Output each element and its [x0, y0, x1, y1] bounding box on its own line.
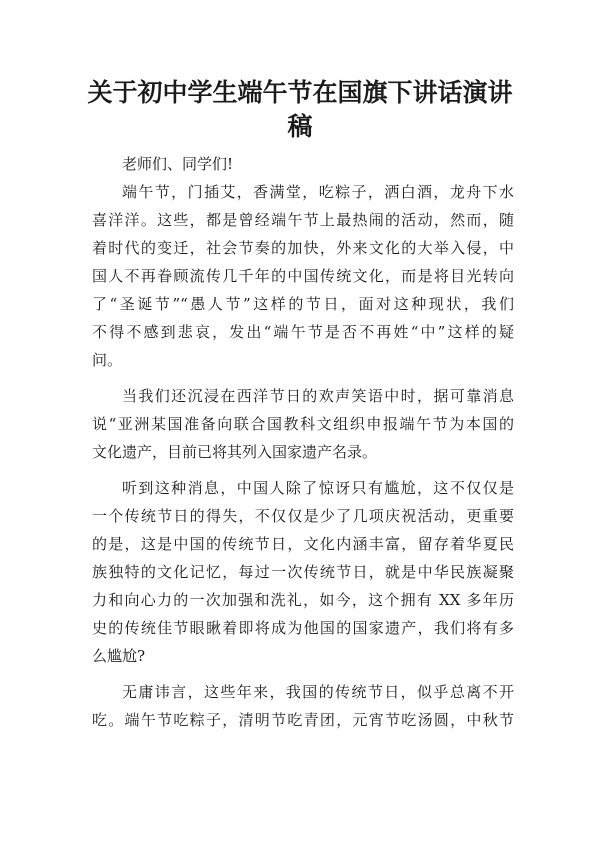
paragraph-1 [92, 178, 514, 374]
paragraph-line: 的是，这是中国的传统节日，文化内涵丰富，留存着华夏民 [92, 535, 514, 553]
salutation: 老师们、同学们! [122, 155, 234, 173]
paragraph-gap [92, 670, 514, 678]
paragraph-line: 一个传统节日的得失，不仅仅是少了几项庆祝活动，更重要 [92, 507, 514, 525]
paragraph-3 [92, 474, 514, 670]
paragraph-line: 了“圣诞节”“愚人节”这样的节日，面对这种现状，我们 [92, 295, 514, 313]
paragraph-line: 么尴尬? [92, 647, 146, 665]
paragraph-4 [92, 678, 514, 734]
paragraph-2 [92, 382, 514, 466]
paragraph-line: 族独特的文化记忆，每过一次传统节日，就是中华民族凝聚 [92, 563, 514, 581]
paragraph-line: 吃。端午节吃粽子，清明节吃青团，元宵节吃汤圆，中秋节 [92, 711, 514, 729]
paragraph-line: 史的传统佳节眼瞅着即将成为他国的国家遗产，我们将有多 [92, 619, 514, 637]
paragraph-line: 国人不再眷顾流传几千年的中国传统文化，而是将目光转向 [92, 267, 514, 285]
paragraph-line: 文化遗产，目前已将其列入国家遗产名录。 [92, 443, 378, 461]
paragraph-line: 端午节，门插艾，香满堂，吃粽子，洒白酒，龙舟下水 [122, 183, 514, 201]
paragraph-line: 着时代的变迁，社会节奏的加快，外来文化的大举入侵，中 [92, 239, 514, 257]
paragraph-line: 喜洋洋。这些，都是曾经端午节上最热闹的活动，然而，随 [92, 211, 514, 229]
paragraph-line: 不得不感到悲哀，发出“端午节是否不再姓“中”这样的疑 [92, 323, 514, 341]
paragraph-line: 问。 [92, 351, 123, 369]
paragraph-line: 说“亚洲某国准备向联合国教科文组织申报端午节为本国的 [92, 415, 514, 433]
title-line-1: 关于初中学生端午节在国旗下讲话演讲 [87, 78, 513, 107]
paragraph-line: 听到这种消息，中国人除了惊讶只有尴尬，这不仅仅是 [122, 479, 514, 497]
paragraph-gap [92, 466, 514, 474]
document-body [92, 150, 514, 734]
document-title [70, 76, 530, 144]
paragraph-line: 力和向心力的一次加强和洗礼，如今，这个拥有 XX 多年历 [92, 591, 514, 609]
title-line-2: 稿 [287, 112, 313, 141]
paragraph-line: 当我们还沉浸在西洋节日的欢声笑语中时，据可靠消息 [122, 387, 514, 405]
paragraph-line: 无庸讳言，这些年来，我国的传统节日，似乎总离不开 [122, 683, 514, 701]
paragraph-gap [92, 374, 514, 382]
